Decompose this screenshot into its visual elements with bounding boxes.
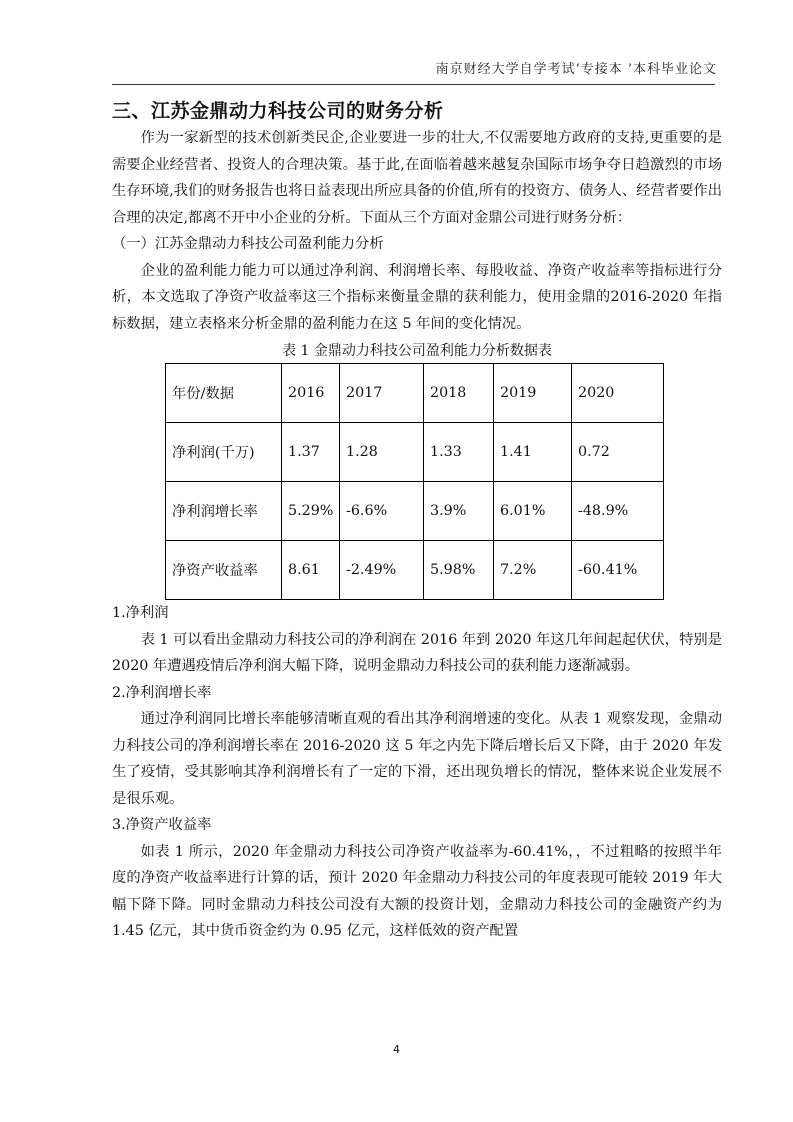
table-header-cell: 2017 bbox=[340, 364, 424, 423]
table-row bbox=[166, 482, 664, 541]
subsection-title: （一）江苏金鼎动力科技公司盈利能力分析 bbox=[112, 236, 384, 252]
item2-paragraph: 通过净利润同比增长率能够清晰直观的看出其净利润增速的变化。从表 1 观察发现，金鼎动力科技公司的净利润增长率在 2016-2020 这 5 年之内先下降后增长后又下降，由于 2020 年发生了疫情，受其影响其净利润增长有了一定的下滑，还出现负增长的情况，整体来说企业发展不是很乐观。 bbox=[112, 711, 722, 807]
profitability-table bbox=[165, 363, 664, 600]
page-body bbox=[112, 92, 722, 945]
table-cell: 净利润(千万) bbox=[166, 423, 282, 482]
table-cell: 1.41 bbox=[494, 423, 572, 482]
table-header-cell: 2016 bbox=[282, 364, 340, 423]
table-cell: 6.01% bbox=[494, 482, 572, 541]
table-cell: 净利润增长率 bbox=[166, 482, 282, 541]
item1-paragraph: 表 1 可以看出金鼎动力科技公司的净利润在 2016 年到 2020 年这几年间起起伏伏，特别是 2020 年遭遇疫情后净利润大幅下降，说明金鼎动力科技公司的获利能力逐渐减弱。 bbox=[112, 631, 722, 674]
table-cell: 1.33 bbox=[424, 423, 494, 482]
table-row bbox=[166, 423, 664, 482]
table-caption: 表 1 金鼎动力科技公司盈利能力分析数据表 bbox=[282, 343, 552, 359]
table-cell: -6.6% bbox=[340, 482, 424, 541]
table-cell: 8.61 bbox=[282, 541, 340, 600]
item3-title: 3.净资产收益率 bbox=[112, 817, 212, 833]
table-cell: -60.41% bbox=[572, 541, 664, 600]
table-cell: 5.98% bbox=[424, 541, 494, 600]
table-cell: -2.49% bbox=[340, 541, 424, 600]
table-cell: -48.9% bbox=[572, 482, 664, 541]
table-header-cell: 2019 bbox=[494, 364, 572, 423]
table-header-row bbox=[166, 364, 664, 423]
intro-paragraph: 作为一家新型的技术创新类民企,企业要进一步的壮大,不仅需要地方政府的支持,更重要的是需要企业经营者、投资人的合理决策。基于此,在面临着越来越复杂国际市场争夺日趋激烈的市场生存环境,我们的财务报告也将日益表现出所应具备的价值,所有的投资方、债务人、经营者要作出合理的决定,都离不开中小企业的分析。下面从三个方面对金鼎公司进行财务分析： bbox=[112, 130, 722, 226]
table-cell: 净资产收益率 bbox=[166, 541, 282, 600]
header-rule bbox=[112, 84, 715, 85]
table-cell: 1.28 bbox=[340, 423, 424, 482]
table-cell: 0.72 bbox=[572, 423, 664, 482]
table-cell: 1.37 bbox=[282, 423, 340, 482]
table-header-cell: 年份/数据 bbox=[166, 364, 282, 423]
table-cell: 5.29% bbox=[282, 482, 340, 541]
table-row bbox=[166, 541, 664, 600]
item2-title: 2.净利润增长率 bbox=[112, 684, 212, 701]
profit-paragraph: 企业的盈利能力能力可以通过净利润、利润增长率、每股收益、净资产收益率等指标进行分析，本文选取了净资产收益率这三个指标来衡量金鼎的获利能力，使用金鼎的2016-2020 年指标数据，建立表格来分析金鼎的盈利能力在这 5 年间的变化情况。 bbox=[112, 262, 722, 332]
page-number: 4 bbox=[393, 1043, 400, 1056]
section-title: 三、江苏金鼎动力科技公司的财务分析 bbox=[112, 100, 444, 122]
table-cell: 3.9% bbox=[424, 482, 494, 541]
running-header: 南京财经大学自学考试‘专接本 ’本科毕业论文 bbox=[435, 62, 717, 77]
table-header-cell: 2018 bbox=[424, 364, 494, 423]
item3-paragraph: 如表 1 所示，2020 年金鼎动力科技公司净资产收益率为-60.41%，，不过粗略的按照半年度的净资产收益率进行计算的话，预计 2020 年金鼎动力科技公司的年度表现可能较 2019 年大幅下降下降。同时金鼎动力科技公司没有大额的投资计划，金鼎动力科技公司的金融资产约为 1.45 亿元，其中货币资金约为 0.95 亿元，这样低效的资产配置 bbox=[112, 843, 722, 939]
table-header-cell: 2020 bbox=[572, 364, 664, 423]
table-cell: 7.2% bbox=[494, 541, 572, 600]
item1-title: 1.净利润 bbox=[112, 605, 169, 621]
